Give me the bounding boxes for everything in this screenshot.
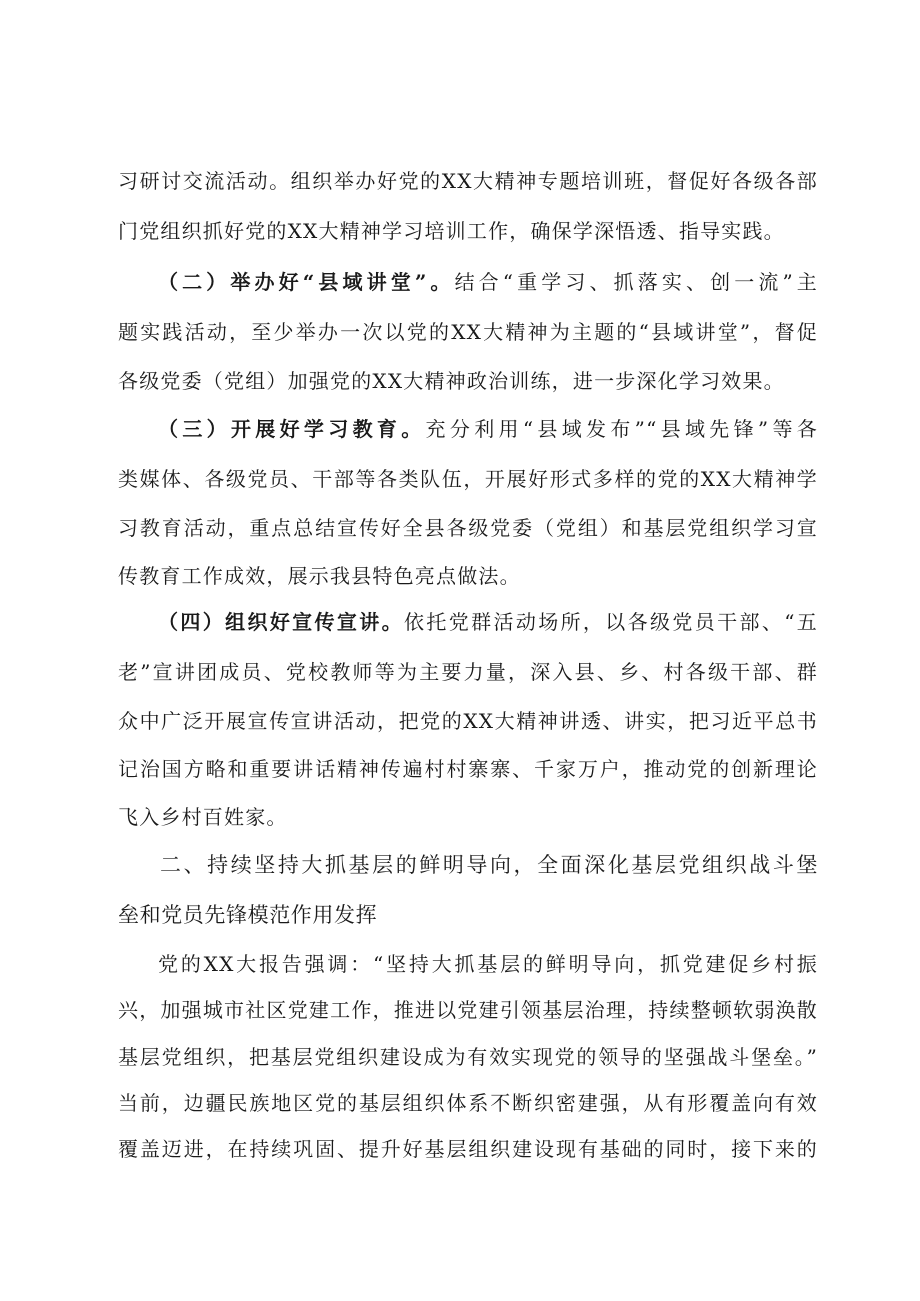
paragraph-line: 记治国方略和重要讲话精神传遍村村寨寨、千家万户，推动党的创新理论 bbox=[118, 757, 818, 781]
item-3-line-1 bbox=[158, 414, 818, 444]
item-4-heading: （四）组织好宣传宣讲。 bbox=[158, 610, 405, 634]
paragraph-line: 习研讨交流活动。组织举办好党的XX大精神专题培训班，督促好各级各部 bbox=[118, 169, 818, 193]
item-2-line-1 bbox=[158, 267, 818, 297]
paragraph-line: 基层党组织，把基层党组织建设成为有效实现党的领导的坚强战斗堡垒。” bbox=[118, 1045, 818, 1069]
paragraph-line: 兴，加强城市社区党建工作，推进以党建引领基层治理，持续整顿软弱涣散 bbox=[118, 998, 818, 1022]
paragraph-line: 门党组织抓好党的XX大精神学习培训工作，确保学深悟透、指导实践。 bbox=[118, 219, 785, 243]
paragraph-line: 传教育工作成效，展示我县特色亮点做法。 bbox=[118, 564, 521, 588]
paragraph-line: 覆盖迈进，在持续巩固、提升好基层组织建设现有基础的同时，接下来的 bbox=[118, 1137, 818, 1161]
paragraph-line: 类媒体、各级党员、干部等各类队伍，开展好形式多样的党的XX大精神学 bbox=[118, 467, 818, 491]
item-3-text: 充分利用“县域发布”“县域先锋”等各 bbox=[425, 417, 818, 441]
paragraph-line: 众中广泛开展宣传宣讲活动，把党的XX大精神讲透、讲实，把习近平总书 bbox=[118, 709, 818, 733]
paragraph-line: 党的XX大报告强调：“坚持大抓基层的鲜明导向，抓党建促乡村振 bbox=[158, 952, 818, 976]
item-3-heading: （三）开展好学习教育。 bbox=[158, 417, 426, 441]
paragraph-line: 老”宣讲团成员、党校教师等为主要力量，深入县、乡、村各级干部、群 bbox=[118, 660, 818, 684]
paragraph-line: 各级党委（党组）加强党的XX大精神政治训练，进一步深化学习效果。 bbox=[118, 369, 785, 393]
paragraph-line: 习教育活动，重点总结宣传好全县各级党委（党组）和基层党组织学习宣 bbox=[118, 516, 818, 540]
paragraph-line: 题实践活动，至少举办一次以党的XX大精神为主题的“县域讲堂”，督促 bbox=[118, 320, 818, 344]
item-2-heading: （二）举办好“县域讲堂”。 bbox=[158, 270, 455, 294]
paragraph-line: 当前，边疆民族地区党的基层组织体系不断织密建强，从有形覆盖向有效 bbox=[118, 1091, 818, 1115]
section-heading-line-1: 二、持续坚持大抓基层的鲜明导向，全面深化基层党组织战斗堡 bbox=[160, 853, 818, 877]
item-4-text: 依托党群活动场所，以各级党员干部、“五 bbox=[404, 610, 818, 634]
item-4-line-1 bbox=[158, 607, 818, 637]
section-heading-line-2: 垒和党员先锋模范作用发挥 bbox=[118, 903, 378, 927]
item-2-text: 结合“重学习、抓落实、创一流”主 bbox=[454, 270, 818, 294]
paragraph-line: 飞入乡村百姓家。 bbox=[118, 805, 288, 829]
